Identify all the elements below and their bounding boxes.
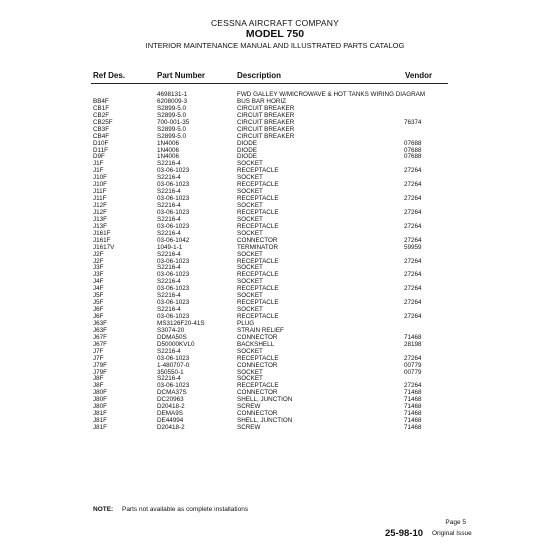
- table-row: [0, 271, 550, 278]
- table-row: [0, 375, 550, 382]
- cell-description: RECEPTACLE: [237, 354, 279, 362]
- cell-description: SOCKET: [237, 368, 263, 376]
- table-row: [0, 133, 550, 140]
- cell-description: CIRCUIT BREAKER: [237, 125, 295, 133]
- table-row: [0, 362, 550, 369]
- header-divider: [91, 83, 448, 84]
- cell-part-number: 03-06-1023: [157, 271, 190, 279]
- cell-ref-des: J79F: [93, 368, 107, 376]
- cell-ref-des: D11F: [93, 146, 108, 154]
- cell-description: DIODE: [237, 139, 257, 147]
- table-row: [0, 299, 550, 306]
- column-header-vendor: Vendor: [405, 71, 433, 80]
- cell-vendor: 27264: [404, 271, 422, 279]
- cell-description: CONNECTOR: [237, 236, 278, 244]
- cell-description: SOCKET: [237, 188, 263, 196]
- cell-part-number: 1N4006: [157, 139, 180, 147]
- table-row: [0, 244, 550, 251]
- cell-description: SOCKET: [237, 229, 263, 237]
- table-row: [0, 348, 550, 355]
- cell-ref-des: J7F: [93, 347, 104, 355]
- cell-ref-des: CB25F: [93, 118, 113, 126]
- cell-description: FWD GALLEY W/MICROWAVE & HOT TANKS WIRING DIAGRAM: [237, 91, 426, 98]
- table-row: [0, 209, 550, 216]
- cell-vendor: 27264: [404, 195, 422, 203]
- cell-vendor: 00779: [404, 361, 422, 369]
- cell-description: CONNECTOR: [237, 410, 278, 418]
- cell-ref-des: J2F: [93, 250, 104, 258]
- cell-part-number: S2216-4: [157, 188, 181, 196]
- cell-part-number: 03-06-1023: [157, 354, 190, 362]
- cell-ref-des: J80F: [93, 396, 107, 404]
- cell-description: SOCKET: [237, 250, 263, 258]
- note-label: NOTE:: [93, 506, 114, 513]
- table-row: [0, 105, 550, 112]
- table-row: [0, 403, 550, 410]
- cell-ref-des: CB2F: [93, 111, 110, 119]
- cell-ref-des: CB4F: [93, 132, 110, 140]
- cell-ref-des: J6F: [93, 313, 104, 320]
- cell-part-number: 03-06-1023: [157, 222, 190, 230]
- cell-part-number: S2216-4: [157, 264, 181, 272]
- cell-vendor: 76374: [404, 118, 422, 126]
- cell-ref-des: J13F: [93, 215, 107, 223]
- cell-part-number: D20418-2: [157, 403, 185, 411]
- company-name: CESSNA AIRCRAFT COMPANY: [210, 18, 340, 28]
- cell-vendor: 27264: [404, 236, 422, 244]
- cell-ref-des: J5F: [93, 299, 104, 307]
- table-row: [0, 320, 550, 327]
- cell-ref-des: CB3F: [93, 125, 110, 133]
- cell-description: SOCKET: [237, 215, 263, 223]
- cell-description: RECEPTACLE: [237, 382, 279, 390]
- cell-description: DIODE: [237, 146, 257, 154]
- cell-description: CIRCUIT BREAKER: [237, 132, 295, 140]
- cell-part-number: 03-06-1023: [157, 181, 190, 189]
- cell-part-number: 1049-1-1: [157, 243, 183, 251]
- cell-vendor: 00779: [404, 368, 422, 376]
- cell-ref-des: J8F: [93, 382, 104, 390]
- table-row: [0, 140, 550, 147]
- table-row: [0, 396, 550, 403]
- cell-vendor: 59959: [404, 243, 422, 251]
- table-row: [0, 355, 550, 362]
- table-row: [0, 119, 550, 126]
- cell-description: BUS BAR HORIZ: [237, 97, 286, 105]
- table-row: [0, 160, 550, 167]
- table-row: [0, 285, 550, 292]
- cell-ref-des: J161F: [93, 236, 111, 244]
- cell-ref-des: J3F: [93, 264, 104, 272]
- table-row: [0, 258, 550, 265]
- cell-part-number: 03-06-1042: [157, 236, 190, 244]
- table-row: [0, 98, 550, 105]
- cell-part-number: S2216-4: [157, 292, 181, 300]
- cell-part-number: 03-06-1023: [157, 382, 190, 390]
- column-header-ref-des: Ref Des.: [93, 71, 126, 80]
- cell-description: SOCKET: [237, 264, 263, 272]
- table-row: [0, 264, 550, 271]
- cell-description: SOCKET: [237, 347, 263, 355]
- cell-part-number: 4698131-1: [157, 91, 188, 98]
- cell-vendor: 28198: [404, 340, 422, 348]
- cell-ref-des: J8F: [93, 375, 104, 383]
- cell-ref-des: J4F: [93, 278, 104, 286]
- cell-ref-des: J81F: [93, 424, 107, 431]
- issue-label: Original Issue: [432, 530, 472, 537]
- cell-ref-des: J79F: [93, 361, 107, 369]
- cell-part-number: S2216-4: [157, 375, 181, 383]
- cell-ref-des: D9F: [93, 153, 105, 161]
- cell-description: CONNECTOR: [237, 333, 278, 341]
- cell-part-number: D50000KVL0: [157, 340, 195, 348]
- table-row: [0, 91, 550, 98]
- cell-part-number: DE44994: [157, 417, 184, 425]
- cell-ref-des: J4F: [93, 285, 104, 293]
- cell-part-number: MS3126F20-41S: [157, 319, 205, 327]
- cell-ref-des: J1617V: [93, 243, 115, 251]
- cell-vendor: 27264: [404, 299, 422, 307]
- cell-vendor: 27264: [404, 208, 422, 216]
- cell-vendor: 27264: [404, 354, 422, 362]
- column-header-part-number: Part Number: [157, 71, 206, 80]
- cell-ref-des: J63F: [93, 326, 107, 334]
- cell-description: RECEPTACLE: [237, 222, 279, 230]
- cell-vendor: 71468: [404, 417, 422, 425]
- cell-part-number: S2216-4: [157, 347, 181, 355]
- cell-description: SHELL, JUNCTION: [237, 417, 293, 425]
- cell-ref-des: BB4F: [93, 97, 109, 105]
- cell-description: RECEPTACLE: [237, 299, 279, 307]
- cell-ref-des: J12F: [93, 202, 107, 209]
- cell-part-number: S2216-4: [157, 278, 181, 286]
- table-row: [0, 153, 550, 160]
- cell-description: SHELL, JUNCTION: [237, 396, 293, 404]
- table-row: [0, 369, 550, 376]
- cell-part-number: DEMA9S: [157, 410, 183, 418]
- cell-ref-des: J81F: [93, 417, 107, 425]
- parts-table: [0, 91, 550, 431]
- cell-description: SOCKET: [237, 202, 263, 209]
- table-row: [0, 292, 550, 299]
- cell-part-number: S2899-5.0: [157, 104, 187, 112]
- cell-description: CIRCUIT BREAKER: [237, 111, 295, 119]
- table-row: [0, 174, 550, 181]
- cell-ref-des: J1F: [93, 167, 104, 175]
- cell-part-number: S3074-20: [157, 326, 185, 334]
- cell-vendor: 71468: [404, 424, 422, 431]
- cell-ref-des: J5F: [93, 292, 104, 300]
- cell-vendor: 27264: [404, 167, 422, 175]
- cell-part-number: 1-480707-0: [157, 361, 190, 369]
- cell-description: SOCKET: [237, 292, 263, 300]
- cell-description: CONNECTOR: [237, 361, 278, 369]
- page-number: Page 5: [445, 519, 466, 526]
- cell-part-number: 03-06-1023: [157, 167, 190, 175]
- cell-part-number: 700-001-35: [157, 118, 190, 126]
- cell-description: RECEPTACLE: [237, 257, 279, 265]
- cell-description: CIRCUIT BREAKER: [237, 118, 295, 126]
- table-row: [0, 188, 550, 195]
- cell-description: TERMINATOR: [237, 243, 279, 251]
- cell-ref-des: J81F: [93, 410, 107, 418]
- table-row: [0, 230, 550, 237]
- cell-part-number: 1N4006: [157, 146, 180, 154]
- cell-part-number: 03-06-1023: [157, 208, 190, 216]
- cell-description: RECEPTACLE: [237, 313, 279, 320]
- table-row: [0, 327, 550, 334]
- table-row: [0, 223, 550, 230]
- cell-part-number: S2216-4: [157, 215, 181, 223]
- table-row: [0, 147, 550, 154]
- cell-description: DIODE: [237, 153, 257, 161]
- cell-part-number: S2216-4: [157, 160, 181, 168]
- cell-vendor: 07688: [404, 139, 422, 147]
- cell-ref-des: J67F: [93, 333, 107, 341]
- cell-ref-des: J63F: [93, 319, 107, 327]
- cell-ref-des: J11F: [93, 188, 107, 196]
- cell-ref-des: D10F: [93, 139, 109, 147]
- cell-vendor: 27264: [404, 313, 422, 320]
- cell-part-number: 350550-1: [157, 368, 184, 376]
- table-row: [0, 313, 550, 320]
- cell-description: RECEPTACLE: [237, 208, 279, 216]
- section-number: 25-98-10: [385, 528, 424, 539]
- cell-vendor: 71468: [404, 403, 422, 411]
- cell-part-number: S2899-5.0: [157, 111, 187, 119]
- cell-description: RECEPTACLE: [237, 167, 279, 175]
- cell-ref-des: J1F: [93, 160, 104, 168]
- cell-description: BACKSHELL: [237, 340, 275, 348]
- cell-part-number: 03-06-1023: [157, 257, 190, 265]
- cell-description: SOCKET: [237, 174, 263, 182]
- cell-description: SCREW: [237, 403, 261, 411]
- table-row: [0, 382, 550, 389]
- cell-vendor: 27264: [404, 382, 422, 390]
- cell-description: CONNECTOR: [237, 389, 278, 397]
- cell-part-number: 03-06-1023: [157, 313, 190, 320]
- table-row: [0, 410, 550, 417]
- cell-ref-des: J7F: [93, 354, 104, 362]
- cell-ref-des: J11F: [93, 195, 107, 203]
- cell-part-number: S2216-4: [157, 229, 181, 237]
- table-row: [0, 195, 550, 202]
- cell-description: PLUG: [237, 319, 255, 327]
- cell-ref-des: J80F: [93, 389, 107, 397]
- cell-part-number: S2216-4: [157, 306, 181, 314]
- table-row: [0, 306, 550, 313]
- cell-part-number: DCMA37S: [157, 389, 187, 397]
- cell-ref-des: CB1F: [93, 104, 110, 112]
- cell-description: STRAIN RELIEF: [237, 326, 284, 334]
- table-row: [0, 341, 550, 348]
- cell-vendor: 27264: [404, 285, 422, 293]
- cell-part-number: S2216-4: [157, 174, 181, 182]
- cell-part-number: DDMA50S: [157, 333, 187, 341]
- table-row: [0, 424, 550, 431]
- cell-part-number: 03-06-1023: [157, 285, 190, 293]
- cell-description: SOCKET: [237, 278, 263, 286]
- cell-description: RECEPTACLE: [237, 285, 279, 293]
- cell-vendor: 71468: [404, 333, 422, 341]
- cell-part-number: 03-06-1023: [157, 299, 190, 307]
- cell-vendor: 27264: [404, 181, 422, 189]
- cell-part-number: S2216-4: [157, 250, 181, 258]
- column-header-description: Description: [237, 71, 282, 80]
- cell-vendor: 27264: [404, 222, 422, 230]
- table-row: [0, 216, 550, 223]
- table-row: [0, 334, 550, 341]
- cell-vendor: 71468: [404, 389, 422, 397]
- cell-ref-des: J3F: [93, 271, 104, 279]
- cell-vendor: 07688: [404, 146, 422, 154]
- cell-ref-des: J10F: [93, 181, 107, 189]
- cell-part-number: DC20963: [157, 396, 184, 404]
- note-text: Parts not available as complete installations: [122, 506, 249, 513]
- cell-description: SCREW: [237, 424, 261, 431]
- table-row: [0, 278, 550, 285]
- table-row: [0, 112, 550, 119]
- cell-part-number: S2899-5.0: [157, 132, 187, 140]
- table-row: [0, 181, 550, 188]
- cell-description: CIRCUIT BREAKER: [237, 104, 295, 112]
- cell-ref-des: J2F: [93, 257, 104, 265]
- table-row: [0, 417, 550, 424]
- cell-part-number: D20418-2: [157, 424, 185, 431]
- cell-vendor: 71468: [404, 410, 422, 418]
- cell-description: RECEPTACLE: [237, 181, 279, 189]
- cell-description: SOCKET: [237, 375, 263, 383]
- cell-ref-des: J161F: [93, 229, 111, 237]
- manual-title: INTERIOR MAINTENANCE MANUAL AND ILLUSTRATED PARTS CATALOG: [145, 41, 405, 50]
- cell-description: RECEPTACLE: [237, 195, 279, 203]
- table-row: [0, 251, 550, 258]
- cell-description: RECEPTACLE: [237, 271, 279, 279]
- table-row: [0, 237, 550, 244]
- table-row: [0, 126, 550, 133]
- cell-description: SOCKET: [237, 306, 263, 314]
- cell-part-number: 6208009-3: [157, 97, 188, 105]
- cell-ref-des: J67F: [93, 340, 107, 348]
- cell-part-number: S2216-4: [157, 202, 181, 209]
- cell-ref-des: J13F: [93, 222, 107, 230]
- cell-part-number: S2899-5.0: [157, 125, 187, 133]
- cell-part-number: 03-06-1023: [157, 195, 190, 203]
- table-row: [0, 202, 550, 209]
- cell-ref-des: J6F: [93, 306, 104, 314]
- cell-ref-des: J12F: [93, 208, 107, 216]
- table-row: [0, 167, 550, 174]
- cell-vendor: 27264: [404, 257, 422, 265]
- model-title: MODEL 750: [245, 28, 305, 40]
- cell-part-number: 1N4006: [157, 153, 180, 161]
- cell-description: SOCKET: [237, 160, 263, 168]
- cell-vendor: 71468: [404, 396, 422, 404]
- cell-ref-des: J80F: [93, 403, 107, 411]
- cell-vendor: 07688: [404, 153, 422, 161]
- table-row: [0, 389, 550, 396]
- cell-ref-des: J10F: [93, 174, 107, 182]
